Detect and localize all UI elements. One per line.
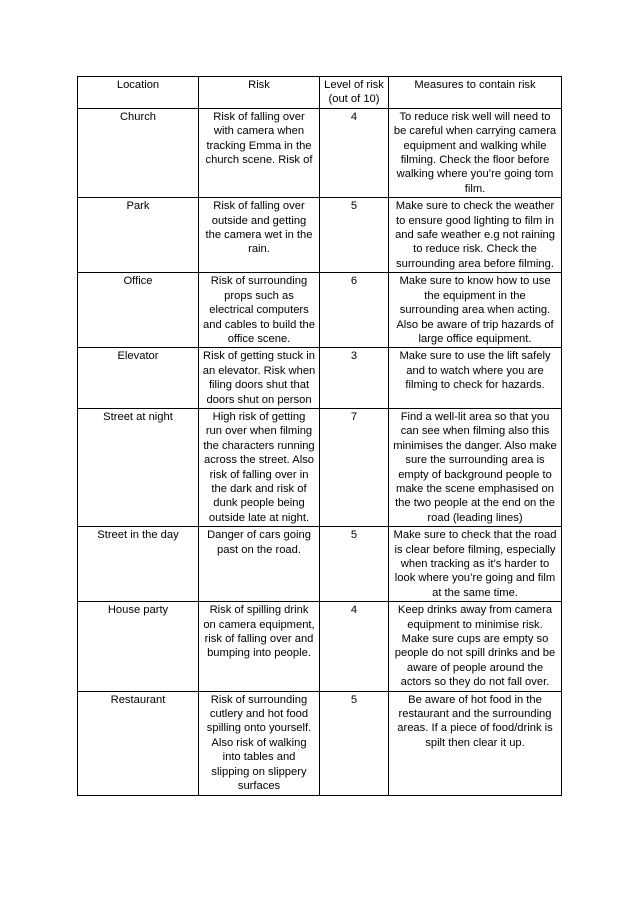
cell-risk: Risk of falling over outside and getting the camera wet in the rain.	[199, 198, 320, 273]
cell-measures: Make sure to check that the road is clear before filming, especially when tracking as it’s harder to look where you’re going and film at the same time.	[389, 527, 562, 602]
cell-measures: To reduce risk well will need to be careful when carrying camera equipment and walking while filming. Check the floor before walking where you’re going tom film.	[389, 108, 562, 197]
header-measures: Measures to contain risk	[389, 77, 562, 109]
cell-level: 7	[320, 408, 389, 526]
cell-location: Street at night	[78, 408, 199, 526]
cell-measures: Be aware of hot food in the restaurant and the surrounding areas. If a piece of food/drink is spilt then clear it up.	[389, 691, 562, 795]
risk-assessment-table	[77, 76, 562, 796]
cell-location: Street in the day	[78, 527, 199, 602]
header-location: Location	[78, 77, 199, 109]
cell-measures: Make sure to know how to use the equipment in the surrounding area when acting. Also be aware of trip hazards of large office equipment.	[389, 273, 562, 348]
cell-level: 3	[320, 348, 389, 409]
cell-level: 5	[320, 691, 389, 795]
header-level: Level of risk (out of 10)	[320, 77, 389, 109]
cell-measures: Keep drinks away from camera equipment to minimise risk. Make sure cups are empty so people do not spill drinks and be aware of people around the actors so they do not fall over.	[389, 602, 562, 691]
cell-risk: High risk of getting run over when filming the characters running across the street. Also risk of falling over in the dark and risk of dunk people being outside late at night.	[199, 408, 320, 526]
cell-measures: Make sure to check the weather to ensure good lighting to film in and safe weather e.g not raining to reduce risk. Check the surrounding area before filming.	[389, 198, 562, 273]
cell-level: 4	[320, 602, 389, 691]
header-risk: Risk	[199, 77, 320, 109]
table-row	[78, 602, 562, 691]
table-row	[78, 198, 562, 273]
cell-location: Park	[78, 198, 199, 273]
cell-risk: Risk of getting stuck in an elevator. Risk when filing doors shut that doors shut on person	[199, 348, 320, 409]
cell-risk: Danger of cars going past on the road.	[199, 527, 320, 602]
cell-location: Restaurant	[78, 691, 199, 795]
table-row	[78, 348, 562, 409]
cell-level: 5	[320, 198, 389, 273]
cell-level: 5	[320, 527, 389, 602]
table-row	[78, 108, 562, 197]
table-row	[78, 273, 562, 348]
cell-location: House party	[78, 602, 199, 691]
cell-risk: Risk of spilling drink on camera equipment, risk of falling over and bumping into people.	[199, 602, 320, 691]
table-row	[78, 691, 562, 795]
cell-risk: Risk of surrounding props such as electrical computers and cables to build the office scene.	[199, 273, 320, 348]
cell-measures: Make sure to use the lift safely and to watch where you are filming to check for hazards.	[389, 348, 562, 409]
cell-measures: Find a well-lit area so that you can see when filming also this minimises the danger. Also make sure the surrounding area is empty of background people to make the scene emphasised on the two people at the end on the road (leading lines)	[389, 408, 562, 526]
table-row	[78, 408, 562, 526]
cell-level: 6	[320, 273, 389, 348]
cell-location: Elevator	[78, 348, 199, 409]
cell-level: 4	[320, 108, 389, 197]
cell-risk: Risk of surrounding cutlery and hot food spilling onto yourself. Also risk of walking into tables and slipping on slippery surfaces	[199, 691, 320, 795]
cell-risk: Risk of falling over with camera when tracking Emma in the church scene. Risk of	[199, 108, 320, 197]
cell-location: Office	[78, 273, 199, 348]
cell-location: Church	[78, 108, 199, 197]
table-row	[78, 527, 562, 602]
table-header-row	[78, 77, 562, 109]
